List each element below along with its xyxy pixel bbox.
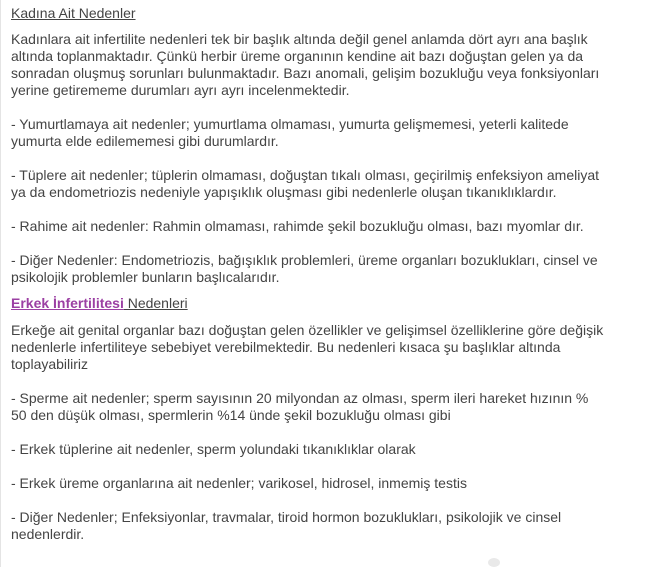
text-line: nedenlerle infertiliteye sebebiyet verebilmektedir. Bu nedenleri kısaca şu başlıklar altında bbox=[11, 339, 561, 355]
text-line: - Tüplere ait nedenler; tüplerin olmaması, doğuştan tıkalı olması, geçirilmiş enfeksiyon ameliyat bbox=[11, 167, 600, 183]
text-line: - Yumurtlamaya ait nedenler; yumurtlama olmaması, yumurta gelişmemesi, yeterli kalitede bbox=[11, 116, 569, 132]
male-cause-other bbox=[11, 509, 656, 543]
text-line: - Rahime ait nedenler: Rahmin olmaması, rahimde şekil bozukluğu olması, bazı myomlar dır. bbox=[11, 218, 584, 234]
female-cause-uterus bbox=[11, 218, 656, 235]
text-line: toplayabiliriz bbox=[11, 356, 89, 372]
text-line: psikolojik problemler bunların başlıcalarıdır. bbox=[11, 269, 280, 285]
text-line: Kadınlara ait infertilite nedenleri tek bir başlık altında değil genel anlamda dört ayrı ana başlık bbox=[11, 31, 588, 47]
text-line: - Erkek üreme organlarına ait nedenler; varikosel, hidrosel, inmemiş testis bbox=[11, 475, 467, 491]
text-line: - Erkek tüplerine ait nedenler, sperm yolundaki tıkanıklıklar olarak bbox=[11, 441, 416, 457]
female-cause-other bbox=[11, 252, 656, 286]
faint-watermark-mark bbox=[488, 558, 500, 567]
female-cause-ovulation bbox=[11, 116, 656, 150]
text-line: - Diğer Nedenler; Enfeksiyonlar, travmalar, tiroid hormon bozuklukları, psikolojik ve cinsel bbox=[11, 509, 562, 525]
text-line: yerine getirememe durumları ayrı ayrı incelenmektedir. bbox=[11, 82, 350, 98]
male-cause-sperm bbox=[11, 390, 656, 424]
article-body bbox=[11, 5, 656, 560]
left-border bbox=[0, 0, 1, 567]
text-line: nedenlerdir. bbox=[11, 526, 85, 542]
text-line: ya da endometriozis nedeniyle yapışıklık oluşması gibi nedenlerle oluşan tıkanıklıklardır. bbox=[11, 184, 557, 200]
text-line: altında toplanmaktadır. Çünkü herbir üreme organının kendine ait bazı doğuştan gelen ya da bbox=[11, 48, 584, 64]
text-line: - Diğer Nedenler: Endometriozis, bağışıklık problemleri, üreme organları bozuklukları, cinsel ve bbox=[11, 252, 598, 268]
text-line: sonradan oluşmuş sorunları bulunmaktadır. Bazı anomali, gelişim bozukluğu veya fonksiyonları bbox=[11, 65, 600, 81]
section-heading-female: Kadına Ait Nedenler bbox=[11, 5, 136, 21]
male-infertility-link[interactable]: Erkek İnfertilitesi bbox=[11, 295, 124, 311]
female-cause-tubes bbox=[11, 167, 656, 201]
male-cause-organs bbox=[11, 475, 656, 492]
heading-suffix: Nedenleri bbox=[123, 295, 188, 311]
text-line: Erkeğe ait genital organlar bazı doğuştan gelen özellikler ve gelişimsel özelliklerine göre değişik bbox=[11, 322, 604, 338]
text-line: - Sperme ait nedenler; sperm sayısının 20 milyondan az olması, sperm ileri hareket hızının % bbox=[11, 390, 589, 406]
text-line: 50 den düşük olması, spermlerin %14 ünde şekil bozukluğu olması gibi bbox=[11, 407, 451, 423]
female-intro-paragraph bbox=[11, 31, 656, 99]
text-line: yumurta elde edilememesi gibi durumlardır. bbox=[11, 133, 279, 149]
section-heading-male bbox=[11, 295, 656, 312]
male-intro-paragraph bbox=[11, 322, 656, 373]
male-cause-tubes bbox=[11, 441, 656, 458]
